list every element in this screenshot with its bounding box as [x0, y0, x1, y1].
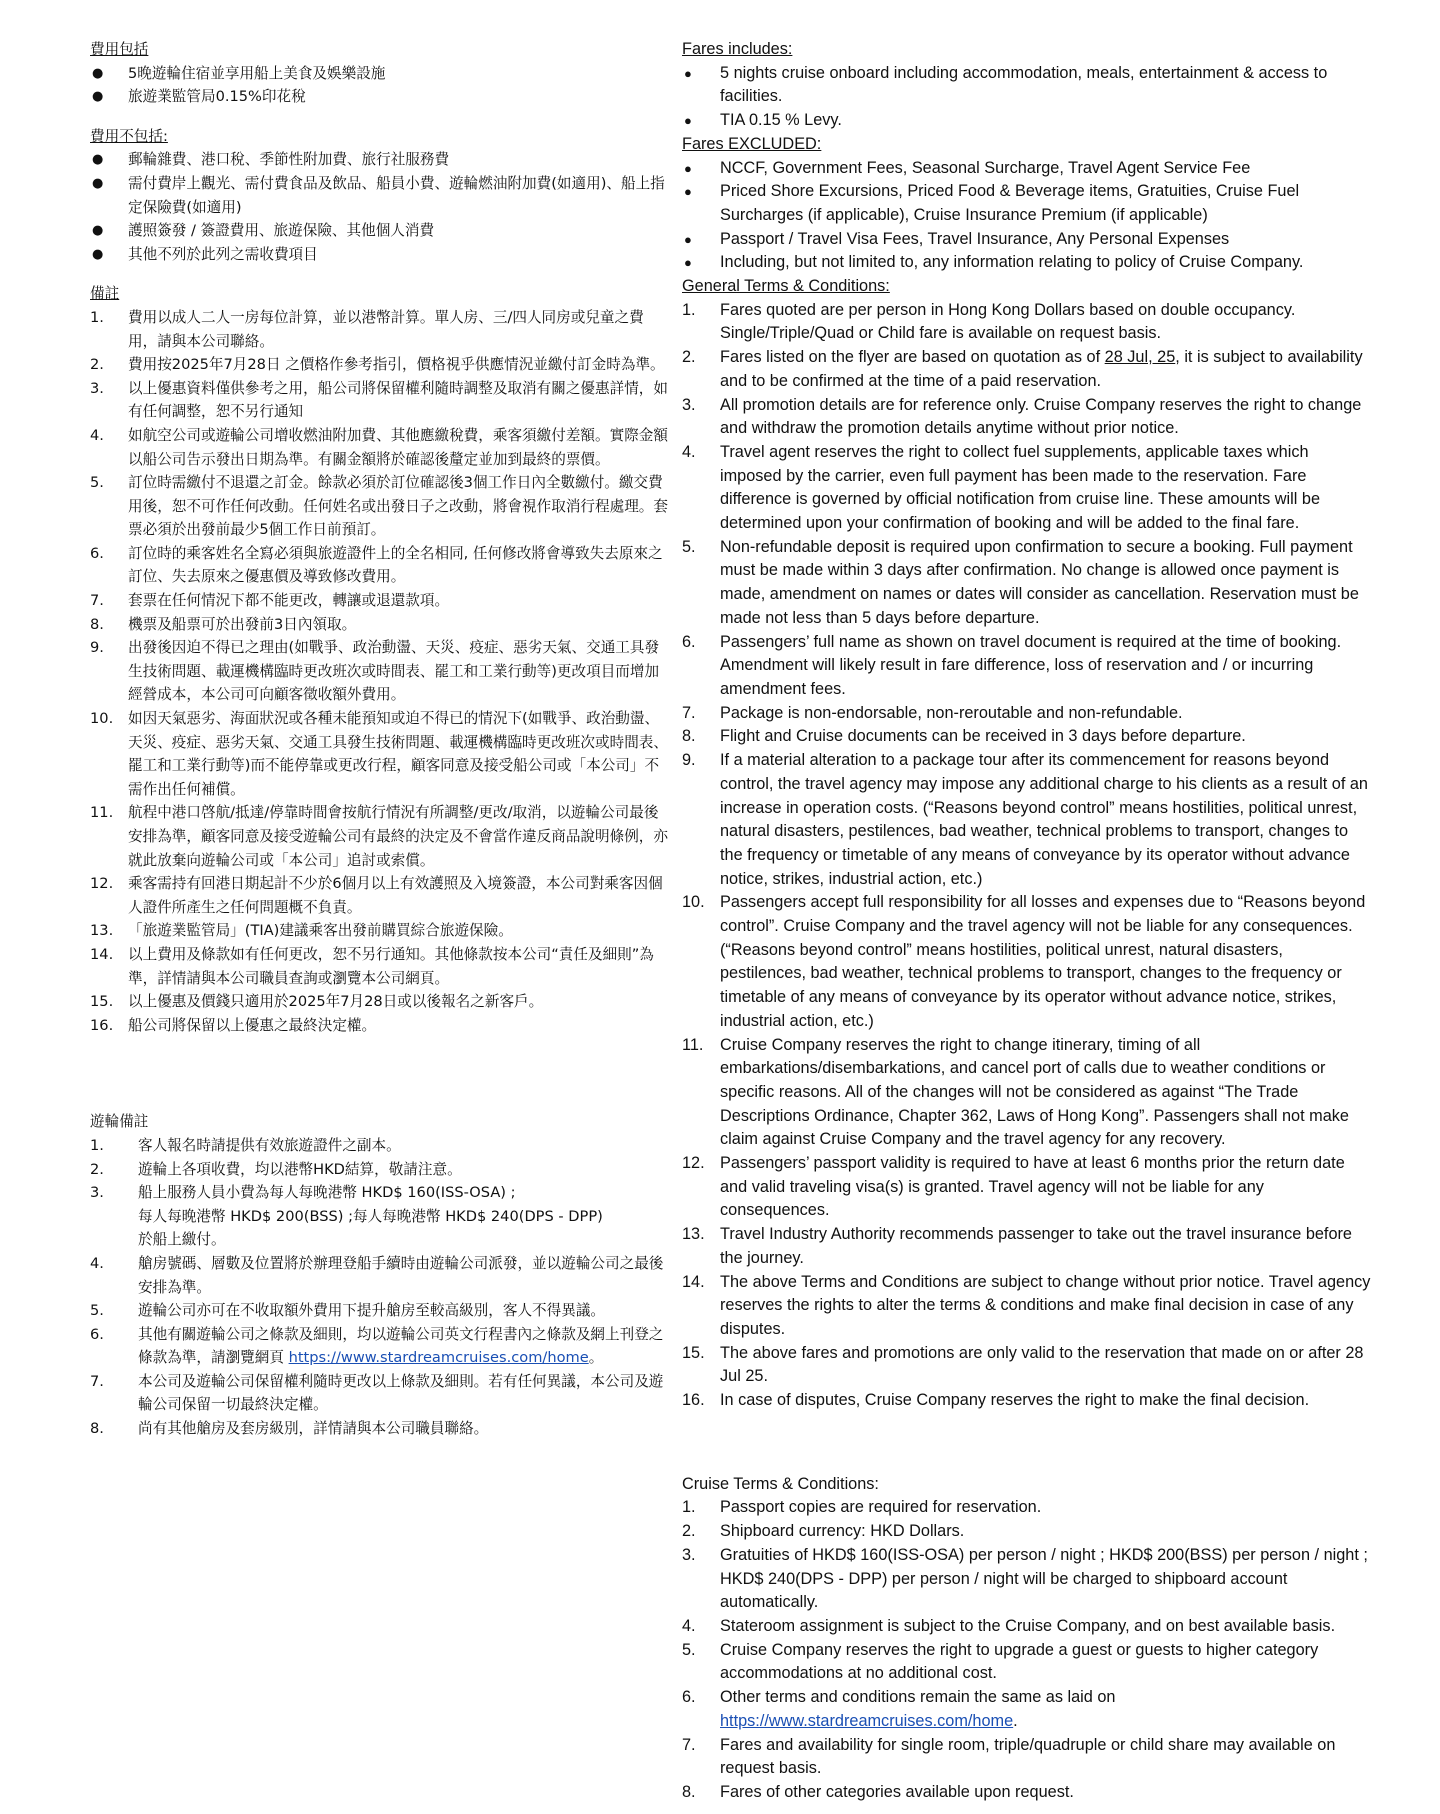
list-item: 12. 乘客需持有回港日期起計不少於6個月以上有效護照及入境簽證，本公司對乘客因個人證件所產生之任何問題概不負責。 — [90, 875, 663, 916]
list-item: ● Priced Shore Excursions, Priced Food & Beverage items, Gratuities, Cruise Fuel Surcharges (if applicable), Cruise Insurance Premium (if applicable) — [684, 182, 1300, 224]
list-item: 7. 本公司及遊輪公司保留權利隨時更改以上條款及細則。若有任何異議，本公司及遊輪公司保留一切最終決定權。 — [90, 1372, 664, 1414]
list-item: ● NCCF, Government Fees, Seasonal Surcharge, Travel Agent Service Fee — [682, 157, 1372, 181]
list-item: 3. All promotion details are for reference only. Cruise Company reserves the right to change and withdraw the promotion details anytime without prior notice. — [682, 395, 1362, 438]
fees-exclude-heading: 費用不包括: — [90, 127, 168, 145]
english-terms-column — [682, 38, 1372, 1805]
list-item: 6. Passengers’ full name as shown on travel document is required at the time of booking. Amendment will likely result in fare difference, loss of reservation and / or incurring amendment fees. — [682, 632, 1342, 698]
list-item: 5. 訂位時需繳付不退還之訂金。餘款必須於訂位確認後3個工作日內全數繳付。繳交費用後，恕不可作任何改動。任何姓名或出發日子之改動，將會視作取消行程處理。套票必須於出發前最少5個工作日前預訂。 — [90, 474, 668, 539]
list-item: 8. 尚有其他艙房及套房級別，詳情請與本公司職員聯絡。 — [90, 1420, 489, 1438]
fares-includes-heading: Fares includes: — [682, 40, 793, 58]
list-item: 14. 以上費用及條款如有任何更改，恕不另行通知。其他條款按本公司“責任及細則”為準，詳情請與本公司職員查詢或瀏覽本公司網頁。 — [90, 945, 654, 987]
list-item: 1. Fares quoted are per person in Hong Kong Dollars based on double occupancy. Single/Triple/Quad or Child fare is available on request basis. — [682, 300, 1296, 343]
list-item: 9. If a material alteration to a package tour after its commencement for reasons beyond control, the travel agency may impose any additional charge to his clients as a result of an increase in operation costs. (“Reasons beyond control” means hostilities, political unrest, natural disasters, pestilences, bad weather, technical problems to transport, changes to the frequency or timetable of any means of conveyance by its operator without advance notice, strikes, industrial action, etc.) — [682, 751, 1368, 888]
bullet-icon: ● — [92, 223, 104, 239]
fares-excluded-heading: Fares EXCLUDED: — [682, 134, 822, 153]
fares-includes-list — [682, 62, 1372, 133]
fees-exclude-list — [90, 148, 670, 266]
bullet-icon: ● — [684, 113, 692, 129]
list-item: 1. 費用以成人二人一房每位計算，並以港幣計算。單人房、三/四人同房或兒童之費用，請與本公司聯絡。 — [90, 308, 644, 350]
bullet-icon: ● — [92, 65, 104, 81]
list-item: ● Passport / Travel Visa Fees, Travel Insurance, Any Personal Expenses — [682, 228, 1372, 252]
cruise-remarks-list — [90, 1134, 670, 1441]
list-item: 6. Other terms and conditions remain the same as laid on https://www.stardreamcruises.com/home. — [682, 1688, 1116, 1730]
list-item: 8. Fares of other categories available upon request. — [682, 1782, 1074, 1801]
list-item: 13. 「旅遊業監管局」(TIA)建議乘客出發前購買綜合旅遊保險。 — [90, 922, 513, 940]
cruise-terms-heading: Cruise Terms & Conditions: — [682, 1474, 879, 1493]
list-item: 14. The above Terms and Conditions are subject to change without prior notice. Travel agency reserves the rights to alter the terms & conditions and make final decision in case of any disputes. — [682, 1272, 1371, 1338]
list-item: 12. Passengers’ passport validity is required to have at least 6 months prior the return date and valid traveling visa(s) is granted. Travel agency will not be liable for any consequences. — [682, 1154, 1345, 1220]
fees-include-list — [90, 62, 670, 109]
list-item: 3. Gratuities of HKD$ 160(ISS-OSA) per person / night ; HKD$ 200(BSS) per person / night ; HKD$ 240(DPS - DPP) per person / night will be charged to shipboard account automatically. — [682, 1545, 1368, 1612]
list-item: 10. Passengers accept full responsibility for all losses and expenses due to “Reasons beyond control”. Cruise Company and the travel agency will not be liable for any consequences. (“Reasons beyond control” means hostilities, political unrest, natural disasters, pestilences, bad weather, technical problems to transport, changes to the frequency or timetable of any means of conveyance by its operator without advance notice, strikes, industrial action, etc.) — [682, 893, 1366, 1030]
list-item: ● 旅遊業監管局0.15%印花稅 — [90, 85, 670, 109]
list-item: ● 護照簽發 / 簽證費用、旅遊保險、其他個人消費 — [90, 219, 670, 243]
list-item: ● 郵輪雜費、港口稅、季節性附加費、旅行社服務費 — [90, 148, 670, 172]
list-item: 6. 訂位時的乘客姓名全寫必須與旅遊證件上的全名相同, 任何修改將會導致失去原來之訂位、失去原來之優惠價及導致修改費用。 — [90, 544, 663, 586]
list-item: 7. Fares and availability for single room, triple/quadruple or child share may available on request basis. — [682, 1735, 1336, 1778]
cruise-terms-list — [682, 1496, 1372, 1804]
list-item: ● 5 nights cruise onboard including accommodation, meals, entertainment & access to facilities. — [684, 63, 1328, 106]
cruise-website-link[interactable]: https://www.stardreamcruises.com/home — [720, 1711, 1014, 1730]
chinese-terms-column — [90, 38, 670, 1441]
list-item: 11. 航程中港口啓航/抵達/停靠時間會按航行情況有所調整/更改/取消，以遊輪公司最後安排為準，顧客同意及接受遊輪公司有最終的決定及不會當作違反商品說明條例，亦就此放棄向遊輪公司或「本公司」追討或索償。 — [90, 804, 668, 869]
list-item: 2. Shipboard currency: HKD Dollars. — [682, 1522, 965, 1541]
list-item: 1. Passport copies are required for reservation. — [682, 1498, 1042, 1517]
list-item: 3. 船上服務人員小費為每人每晚港幣 HKD$ 160(ISS-OSA) ; 每人每晚港幣 HKD$ 200(BSS) ;每人每晚港幣 HKD$ 240(DPS - DPP) 於船上繳付。 — [90, 1184, 603, 1249]
list-item: 2. 費用按2025年7月28日 之價格作參考指引，價格視乎供應情況並繳付訂金時為準。 — [90, 356, 665, 374]
bullet-icon: ● — [684, 160, 692, 176]
list-item: 6. 其他有關遊輪公司之條款及細則，均以遊輪公司英文行程書內之條款及網上刊登之條款為準，請瀏覽網頁 https://www.stardreamcruises.com/home。 — [90, 1325, 664, 1367]
cruise-remarks-heading: 遊輪備註 — [90, 1113, 149, 1131]
fees-include-heading: 費用包括 — [90, 41, 149, 58]
bullet-icon: ● — [684, 255, 692, 271]
bullet-icon: ● — [92, 246, 104, 262]
cruise-website-link[interactable]: https://www.stardreamcruises.com/home — [288, 1349, 589, 1367]
list-item: 15. The above fares and promotions are only valid to the reservation that made on or after 28 Jul 25. — [682, 1343, 1364, 1386]
remarks-heading: 備註 — [90, 285, 120, 303]
list-item: 2. 遊輪上各項收費，均以港幣HKD結算，敬請注意。 — [90, 1160, 462, 1178]
bullet-icon: ● — [92, 175, 104, 191]
list-item: 16. 船公司將保留以上優惠之最終決定權。 — [90, 1016, 377, 1034]
list-item: ● 需付費岸上觀光、需付費食品及飲品、船員小費、遊輪燃油附加費(如適用)、船上指定保險費(如適用) — [90, 172, 670, 219]
general-terms-list — [682, 299, 1372, 1413]
list-item: 4. 艙房號碼、層數及位置將於辦理登船手續時由遊輪公司派發，並以遊輪公司之最後安排為準。 — [90, 1254, 664, 1296]
list-item: 4. Travel agent reserves the right to collect fuel supplements, applicable taxes which imposed by the carrier, even full payment has been made to the reservation. Fare difference is governed by official notification from cruise line. These amounts will be determined upon your confirmation of booking and will be added to the final fare. — [682, 442, 1321, 533]
list-item: ● 其他不列於此列之需收費項目 — [90, 243, 670, 267]
list-item: 10. 如因天氣惡劣、海面狀況或各種未能預知或迫不得已的情況下(如戰爭、政治動盪、天災、疫症、惡劣天氣、交通工具發生技術問題、載運機構臨時更改班次或時間表、罷工和工業行動等)而不能停靠或更改行程，顧客同意及接受船公司或「本公司」不需作出任何補償。 — [90, 710, 668, 798]
bullet-icon: ● — [684, 231, 692, 247]
list-item: ● Including, but not limited to, any information relating to policy of Cruise Company. — [682, 251, 1372, 275]
list-item: 7. 套票在任何情況下都不能更改，轉讓或退還款項。 — [90, 592, 450, 610]
list-item: 1. 客人報名時請提供有效旅遊證件之副本。 — [90, 1136, 401, 1154]
quotation-date: 28 Jul, 25 — [1104, 348, 1176, 367]
list-item: 9. 出發後因迫不得已之理由(如戰爭、政治動盪、天災、疫症、惡劣天氣、交通工具發生技術問題、載運機構臨時更改班次或時間表、罷工和工業行動等)更改項目而增加經營成本，本公司可向顧客徵收額外費用。 — [90, 639, 660, 704]
remarks-list — [90, 306, 670, 1037]
list-item: 8. Flight and Cruise documents can be received in 3 days before departure. — [682, 727, 1246, 746]
list-item: ● 5晚遊輪住宿並享用船上美食及娛樂設施 — [90, 62, 670, 86]
list-item: 16. In case of disputes, Cruise Company reserves the right to make the final decision. — [682, 1391, 1310, 1410]
list-item: 3. 以上優惠資料僅供參考之用，船公司將保留權利隨時調整及取消有關之優惠詳情，如 有任何調整，恕不另行通知 — [90, 379, 668, 421]
list-item: 5. Non-refundable deposit is required upon confirmation to secure a booking. Full payment must be made within 3 days after confirmation. No change is allowed once payment is made, amendment on names or dates will consider as cancellation. Reservation must be made not less than 5 days before departure. — [682, 537, 1359, 627]
list-item: 5. 遊輪公司亦可在不收取額外費用下提升艙房至較高級別，客人不得異議。 — [90, 1302, 606, 1320]
list-item: 4. 如航空公司或遊輪公司增收燃油附加費、其他應繳稅費，乘客須繳付差額。實際金額以船公司告示發出日期為準。有關金額將於確認後釐定並加到最終的票價。 — [90, 426, 668, 468]
bullet-icon: ● — [92, 152, 104, 168]
list-item: 8. 機票及船票可於出發前3日內領取。 — [90, 615, 357, 633]
bullet-icon: ● — [684, 65, 692, 81]
bullet-icon: ● — [684, 184, 692, 200]
list-item: 11. Cruise Company reserves the right to change itinerary, timing of all embarkations/disembarkations, and cancel port of calls due to weather conditions or specific reasons. All of the changes will not be considered as against “The Trade Descriptions Ordinance, Chapter 362, Laws of Hong Kong”. Passengers shall not make claim against Cruise Company and the travel agency for any recovery. — [682, 1035, 1349, 1149]
list-item: ● TIA 0.15 % Levy. — [682, 109, 1372, 133]
list-item: 2. Fares listed on the flyer are based on quotation as of 28 Jul, 25, it is subject to availability and to be confirmed at the time of a paid reservation. — [682, 348, 1363, 390]
list-item: 7. Package is non-endorsable, non-reroutable and non-refundable. — [682, 703, 1183, 722]
list-item: 15. 以上優惠及價錢只適用於2025年7月28日或以後報名之新客戶。 — [90, 993, 544, 1011]
list-item: 4. Stateroom assignment is subject to the Cruise Company, and on best available basis. — [682, 1617, 1336, 1635]
fares-excluded-list — [682, 157, 1372, 276]
list-item: 5. Cruise Company reserves the right to upgrade a guest or guests to higher category accommodations at no additional cost. — [682, 1640, 1319, 1683]
bullet-icon: ● — [92, 89, 104, 105]
general-terms-heading: General Terms & Conditions: — [682, 277, 890, 296]
list-item: 13. Travel Industry Authority recommends passenger to take out the travel insurance before the journey. — [682, 1225, 1352, 1267]
